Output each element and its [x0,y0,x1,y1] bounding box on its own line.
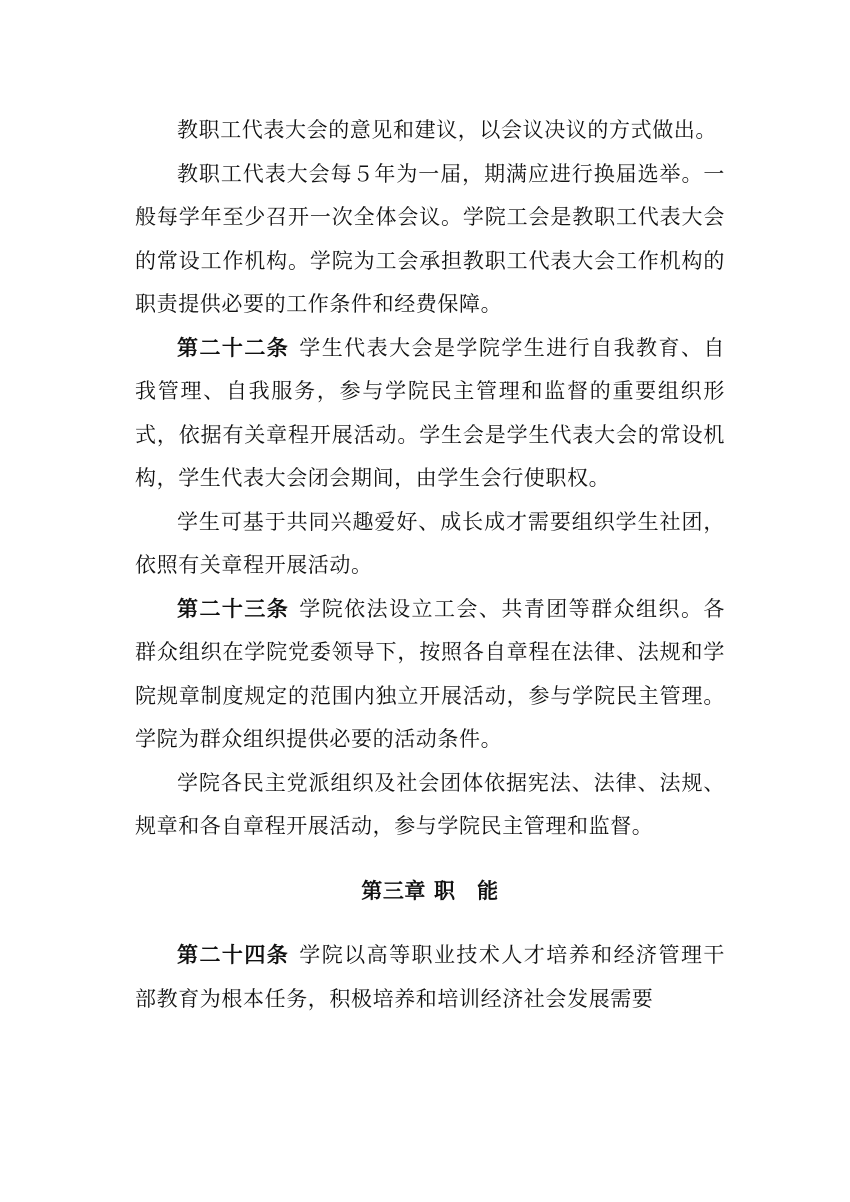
article-number: 第二十三条 [177,596,290,621]
article-24 [135,934,725,1021]
paragraph-text: 教职工代表大会的意见和建议，以会议决议的方式做出。 [177,118,717,142]
paragraph-text: 教职工代表大会每５年为一届，期满应进行换届选举。一般每学年至少召开一次全体会议。学院工会是教职工代表大会的常设工作机构。学院为工会承担教职工代表大会工作机构的职责提供必要的工作条件和经费保障。 [135,161,725,316]
paragraph-democratic-parties [135,762,725,849]
paragraph-student-clubs [135,501,725,588]
article-number: 第二十二条 [177,335,290,360]
article-text: 学院以高等职业技术人才培养和经济管理干部教育为根本任务，积极培养和培训经济社会发展需要 [135,943,725,1011]
article-text: 学院依法设立工会、共青团等群众组织。各群众组织在学院党委领导下，按照各自章程在法律、法规和学院规章制度规定的范围内独立开展活动，参与学院民主管理。学院为群众组织提供必要的活动条件。 [135,596,725,751]
paragraph-text: 学院各民主党派组织及社会团体依据宪法、法律、法规、规章和各自章程开展活动，参与学院民主管理和监督。 [135,770,725,838]
paragraph-text: 学生可基于共同兴趣爱好、成长成才需要组织学生社团，依照有关章程开展活动。 [135,509,725,577]
paragraph-congress-opinions [135,109,725,153]
document-body [135,109,725,1021]
paragraph-congress-term [135,153,725,327]
article-text: 学生代表大会是学院学生进行自我教育、自我管理、自我服务，参与学院民主管理和监督的重要组织形式，依据有关章程开展活动。学生会是学生代表大会的常设机构，学生代表大会闭会期间，由学生会行使职权。 [135,335,725,490]
chapter-heading: 第三章 职 能 [361,878,499,903]
article-22 [135,327,725,501]
article-number: 第二十四条 [177,943,290,967]
article-23 [135,588,725,762]
